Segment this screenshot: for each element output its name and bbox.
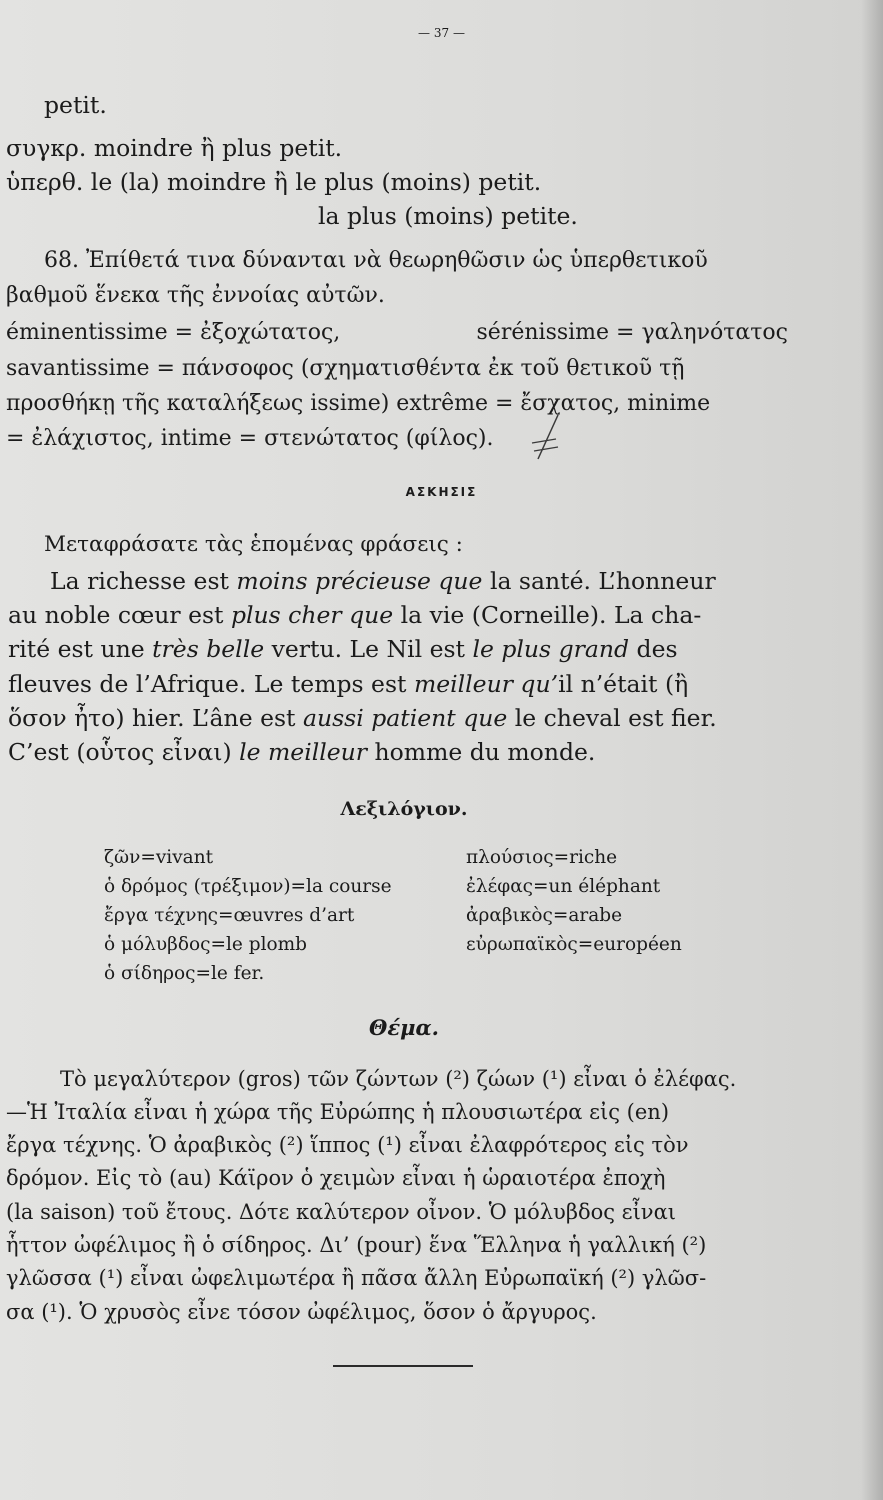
exercise-line: au noble cœur est plus cher que la vie (Corneille). La cha- [8,601,702,629]
theme-line: ἔργα τέχνης. Ὁ ἀραβικὸς (²) ἵππος (¹) εἶναι ἐλαφρότερος εἰς τὸν [6,1133,689,1157]
vocabulary-entry: ἔργα τέχνης=œuvres d’art [104,905,355,926]
theme-line: Τὸ μεγαλύτερον (gros) τῶν ζώντων (²) ζώων (¹) εἶναι ὁ ἐλέφας. [60,1067,737,1091]
exercise-line: C’est (οὗτος εἶναι) le meilleur homme du monde. [8,738,596,766]
paragraph-68-line: 68. Ἐπίθετά τινα δύνανται νὰ θεωρηθῶσιν ὡς ὑπερθετικοῦ [44,248,708,273]
theme-title: Θέμα. [369,1015,439,1040]
emphasized-phrase: le plus grand [472,635,630,663]
exercise-heading: ΑΣΚΗΣΙΣ [405,485,478,499]
text-line: petit. [44,91,107,119]
exercise-line: rité est une très belle vertu. Le Nil est le plus grand des [8,635,678,663]
exercise-line: fleuves de l’Afrique. Le temps est meilleur qu’il n’était (ἢ [8,670,689,698]
vocabulary-title: Λεξιλόγιον. [340,798,468,820]
paragraph-68-line: βαθμοῦ ἕνεκα τῆς ἐννοίας αὐτῶν. [6,283,385,308]
definition-left: éminentissime = ἐξοχώτατος, [6,320,341,345]
vocabulary-entry: πλούσιος=riche [466,847,618,868]
exercise-line: ὅσον ἦτο) hier. L’âne est aussi patient que le cheval est fier. [8,704,717,732]
theme-line: (la saison) τοῦ ἔτους. Δότε καλύτερον οἶνον. Ὁ μόλυβδος εἶναι [6,1200,676,1224]
vocabulary-entry: ὁ δρόμος (τρέξιμον)=la course [104,876,392,897]
emphasized-phrase: aussi patient que [302,704,508,732]
exercise-line: La richesse est moins précieuse que la santé. L’honneur [50,567,716,595]
exercise-instruction: Μεταφράσατε τὰς ἑπομένας φράσεις : [44,532,463,557]
vocabulary-entry: ἀραβικὸς=arabe [466,905,623,926]
theme-line: —Ἡ Ἰταλία εἶναι ἡ χώρα τῆς Εὐρώπης ἡ πλουσιωτέρα εἰς (en) [6,1100,670,1124]
vocabulary-entry: ἐλέφας=un éléphant [466,876,661,897]
text-line: συγκρ. moindre ἢ plus petit. [6,134,343,162]
theme-line: ἧττον ὠφέλιμος ἢ ὁ σίδηρος. Δι’ (pour) ἕνα Ἕλληνα ἡ γαλλική (²) [6,1233,707,1257]
emphasized-phrase: meilleur qu’ [413,670,559,698]
handwritten-mark [528,413,564,463]
page-edge-shadow [861,0,883,1500]
page-number: — 37 — [418,26,465,40]
definition-right: sérénissime = γαληνότατος [476,320,788,345]
vocabulary-entry: ὁ μόλυβδος=le plomb [104,934,308,955]
emphasized-phrase: très belle [152,635,265,663]
emphasized-phrase: le meilleur [239,738,368,766]
paragraph-68-line: προσθήκῃ τῆς καταλήξεως issime) extrême = ἔσχατος, minime [6,391,711,416]
theme-line: σα (¹). Ὁ χρυσὸς εἶνε τόσον ὠφέλιμος, ὅσον ὁ ἄργυρος. [6,1300,597,1324]
theme-line: δρόμον. Εἰς τὸ (au) Κάϊρον ὁ χειμὼν εἶναι ἡ ὡραιοτέρα ἐποχὴ [6,1166,666,1190]
vocabulary-entry: ζῶν=vivant [104,847,214,868]
vocabulary-entry: εὐρωπαϊκὸς=européen [466,934,682,955]
closing-rule [333,1365,473,1367]
emphasized-phrase: plus cher que [230,601,394,629]
vocabulary-entry: ὁ σίδηρος=le fer. [104,963,265,984]
paragraph-68-line [6,322,788,344]
paragraph-68-line: = ἐλάχιστος, intime = στενώτατος (φίλος). [6,426,494,451]
text-line: la plus (moins) petite. [318,202,578,230]
paragraph-68-line: savantissime = πάνσοφος (σχηματισθέντα ἐκ τοῦ θετικοῦ τῇ [6,356,685,381]
theme-line: γλῶσσα (¹) εἶναι ὠφελιμωτέρα ἢ πᾶσα ἄλλη Εὐρωπαϊκή (²) γλῶσ- [6,1266,707,1290]
text-line: ὑπερθ. le (la) moindre ἢ le plus (moins) petit. [6,168,542,196]
emphasized-phrase: moins précieuse que [236,567,483,595]
